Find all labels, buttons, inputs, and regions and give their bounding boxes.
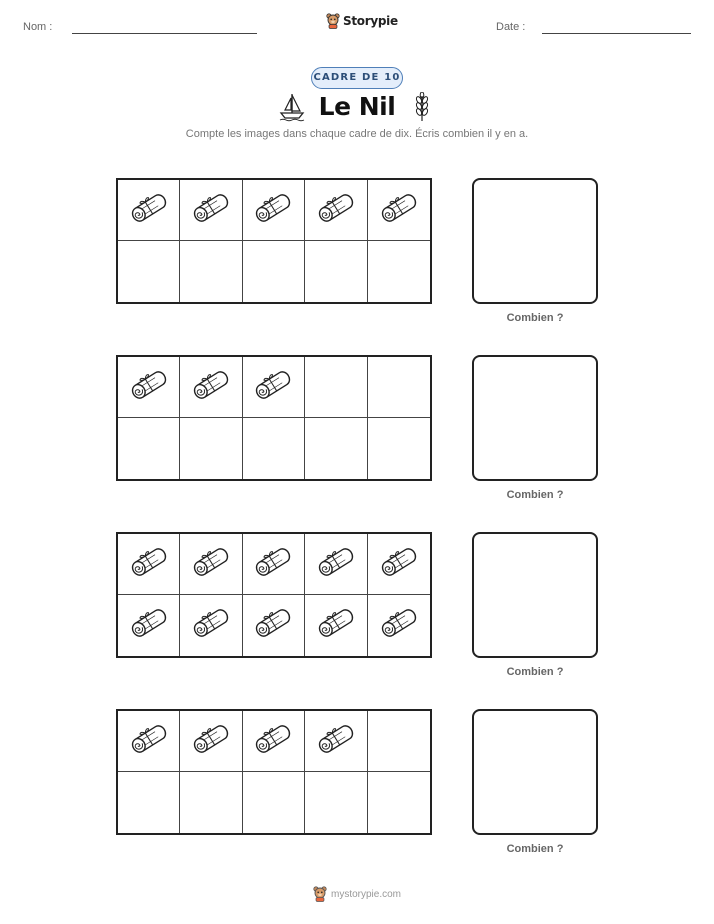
bear-mascot-icon bbox=[326, 13, 340, 29]
name-field-line[interactable] bbox=[72, 33, 257, 34]
papyrus-scroll-icon bbox=[378, 188, 420, 233]
ten-frame-cell bbox=[305, 711, 367, 772]
ten-frame-cell bbox=[180, 180, 242, 241]
ten-frame bbox=[116, 532, 432, 658]
answer-box[interactable] bbox=[472, 709, 598, 835]
title-row bbox=[0, 92, 714, 124]
ten-frame-cell bbox=[118, 772, 180, 833]
ten-frame-cell bbox=[180, 418, 242, 479]
ten-frame-cell bbox=[118, 418, 180, 479]
wheat-icon bbox=[413, 92, 431, 122]
ten-frame-cell bbox=[368, 534, 430, 595]
ten-frame-cell bbox=[243, 595, 305, 656]
papyrus-scroll-icon bbox=[190, 603, 232, 648]
instructions: Compte les images dans chaque cadre de dix. Écris combien il y en a. bbox=[185, 128, 529, 140]
papyrus-scroll-icon bbox=[190, 365, 232, 410]
ten-frame-cell bbox=[180, 241, 242, 302]
ten-frame-cell bbox=[180, 534, 242, 595]
brand-name: Storypie bbox=[343, 14, 398, 28]
ten-frame bbox=[116, 355, 432, 481]
papyrus-scroll-icon bbox=[378, 603, 420, 648]
ten-frame-cell bbox=[305, 595, 367, 656]
ten-frame-cell bbox=[368, 595, 430, 656]
name-label: Nom : bbox=[23, 21, 53, 33]
ten-frame bbox=[116, 709, 432, 835]
papyrus-scroll-icon bbox=[252, 719, 294, 764]
ten-frame-cell bbox=[118, 241, 180, 302]
ten-frame-cell bbox=[243, 357, 305, 418]
answer-prompt: Combien ? bbox=[506, 666, 564, 678]
papyrus-scroll-icon bbox=[315, 188, 357, 233]
papyrus-scroll-icon bbox=[315, 719, 357, 764]
answer-box[interactable] bbox=[472, 532, 598, 658]
papyrus-scroll-icon bbox=[190, 719, 232, 764]
ten-frame-cell bbox=[305, 180, 367, 241]
papyrus-scroll-icon bbox=[378, 542, 420, 587]
ten-frame-cell bbox=[180, 595, 242, 656]
ten-frame-cell bbox=[243, 711, 305, 772]
answer-prompt: Combien ? bbox=[506, 489, 564, 501]
footer-site: mystorypie.com bbox=[330, 888, 401, 900]
ten-frame-cell bbox=[368, 241, 430, 302]
ten-frame-cell bbox=[305, 418, 367, 479]
storypie-logo bbox=[326, 13, 398, 29]
ten-frame-cell bbox=[305, 772, 367, 833]
ten-frame-cell bbox=[368, 772, 430, 833]
page-title: Le Nil bbox=[318, 92, 396, 121]
ten-frame-cell bbox=[118, 180, 180, 241]
ten-frame-cell bbox=[243, 241, 305, 302]
bear-mascot-icon bbox=[313, 886, 327, 902]
ten-frame-cell bbox=[180, 711, 242, 772]
answer-prompt: Combien ? bbox=[506, 312, 564, 324]
papyrus-scroll-icon bbox=[128, 719, 170, 764]
papyrus-scroll-icon bbox=[190, 542, 232, 587]
footer bbox=[0, 886, 714, 902]
ten-frame-cell bbox=[118, 711, 180, 772]
ten-frame-cell bbox=[243, 772, 305, 833]
ten-frame-cell bbox=[118, 534, 180, 595]
papyrus-scroll-icon bbox=[252, 365, 294, 410]
papyrus-scroll-icon bbox=[252, 603, 294, 648]
papyrus-scroll-icon bbox=[252, 542, 294, 587]
date-field-line[interactable] bbox=[542, 33, 691, 34]
papyrus-scroll-icon bbox=[128, 365, 170, 410]
ten-frame-cell bbox=[243, 418, 305, 479]
date-label: Date : bbox=[496, 21, 526, 33]
ten-frame-cell bbox=[180, 357, 242, 418]
papyrus-scroll-icon bbox=[128, 603, 170, 648]
ten-frame-cell bbox=[368, 357, 430, 418]
papyrus-scroll-icon bbox=[128, 188, 170, 233]
ten-frame-cell bbox=[305, 241, 367, 302]
ten-frame-cell bbox=[368, 711, 430, 772]
answer-box[interactable] bbox=[472, 178, 598, 304]
worksheet-type-badge: CADRE DE 10 bbox=[311, 67, 403, 89]
papyrus-scroll-icon bbox=[128, 542, 170, 587]
ten-frame-cell bbox=[368, 418, 430, 479]
answer-prompt: Combien ? bbox=[506, 843, 564, 855]
ten-frame-cell bbox=[180, 772, 242, 833]
ten-frame-cell bbox=[305, 357, 367, 418]
ten-frame-cell bbox=[368, 180, 430, 241]
ten-frame-cell bbox=[243, 180, 305, 241]
papyrus-scroll-icon bbox=[315, 603, 357, 648]
ten-frame-cell bbox=[305, 534, 367, 595]
papyrus-scroll-icon bbox=[315, 542, 357, 587]
papyrus-scroll-icon bbox=[252, 188, 294, 233]
ten-frame-cell bbox=[118, 595, 180, 656]
ten-frame bbox=[116, 178, 432, 304]
papyrus-scroll-icon bbox=[190, 188, 232, 233]
ten-frame-cell bbox=[243, 534, 305, 595]
answer-box[interactable] bbox=[472, 355, 598, 481]
ten-frame-cell bbox=[118, 357, 180, 418]
